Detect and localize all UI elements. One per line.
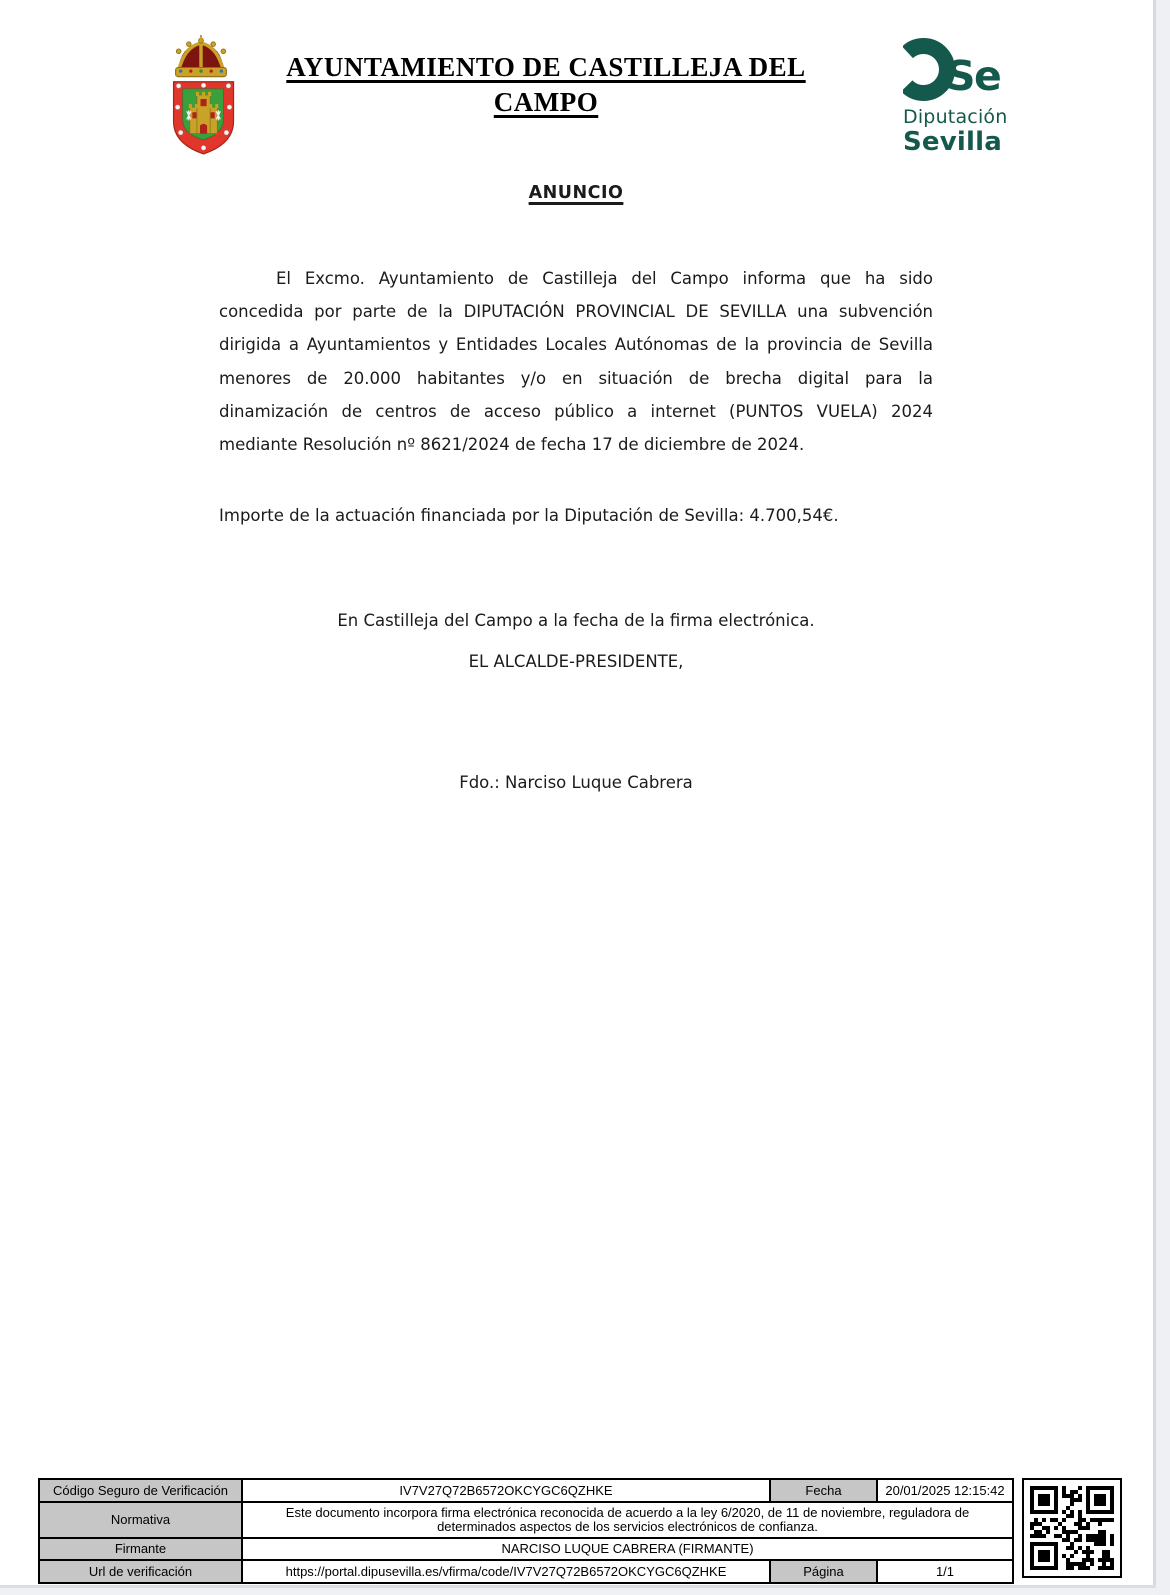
place-and-date-line: En Castilleja del Campo a la fecha de la firma electrónica. <box>337 611 815 630</box>
logo-line-diputacion: Diputación <box>903 106 1008 128</box>
url-verificacion-label: Url de verificación <box>39 1560 242 1583</box>
paragraph-line: menores de 20.000 habitantes y/o en situación de brecha digital para la <box>219 368 933 388</box>
coat-of-arms-icon <box>164 34 238 158</box>
paragraph-line: concedida por parte de la DIPUTACIÓN PROVINCIAL DE SEVILLA una subvención <box>219 302 933 322</box>
table-row <box>39 1502 1013 1538</box>
firmante-label: Firmante <box>39 1538 242 1560</box>
fecha-value: 20/01/2025 12:15:42 <box>877 1479 1013 1502</box>
body-paragraph <box>219 262 933 461</box>
document-title-line2: CAMPO <box>493 87 599 117</box>
firmante-value: NARCISO LUQUE CABRERA (FIRMANTE) <box>242 1538 1013 1560</box>
logo-mark-text: Se <box>946 52 1001 100</box>
fecha-label: Fecha <box>770 1479 877 1502</box>
document-title-line1: AYUNTAMIENTO DE CASTILLEJA DEL <box>286 52 806 82</box>
pagina-label: Página <box>770 1560 877 1583</box>
table-row <box>39 1560 1013 1583</box>
paragraph-line: dinamización de centros de acceso público a internet (PUNTOS VUELA) 2024 <box>219 401 933 421</box>
signer-title-line: EL ALCALDE-PRESIDENTE, <box>468 652 684 671</box>
normativa-label: Normativa <box>39 1502 242 1538</box>
paragraph-line: mediante Resolución nº 8621/2024 de fecha 17 de diciembre de 2024. <box>219 435 805 455</box>
scan-edge-right-band <box>1156 0 1170 1595</box>
csv-label: Código Seguro de Verificación <box>39 1479 242 1502</box>
amount-line: Importe de la actuación financiada por la Diputación de Sevilla: 4.700,54€. <box>219 506 839 525</box>
paragraph-line: El Excmo. Ayuntamiento de Castilleja del Campo informa que ha sido <box>276 269 933 288</box>
normativa-value: Este documento incorpora firma electrónica reconocida de acuerdo a la ley 6/2020, de 11 de noviembre, reguladora de determinados aspectos de los servicios electrónicos de confianza. <box>242 1502 1013 1538</box>
document-title <box>250 50 842 120</box>
qr-code <box>1022 1478 1122 1578</box>
paragraph-line: dirigida a Ayuntamientos y Entidades Locales Autónomas de la provincia de Sevilla <box>219 335 933 355</box>
signature-line: Fdo.: Narciso Luque Cabrera <box>459 773 693 792</box>
verification-table <box>38 1478 1014 1584</box>
pagina-value: 1/1 <box>877 1560 1013 1583</box>
announcement-heading: ANUNCIO <box>528 183 624 203</box>
csv-value: IV7V27Q72B6572OKCYGC6QZHKE <box>242 1479 770 1502</box>
table-row <box>39 1538 1013 1560</box>
qr-code-canvas <box>1030 1486 1114 1570</box>
diputacion-sevilla-logo <box>903 34 1013 156</box>
logo-line-sevilla: Sevilla <box>903 127 1002 157</box>
table-row <box>39 1479 1013 1502</box>
scan-edge-bottom-band <box>0 1588 1156 1595</box>
url-verificacion-value: https://portal.dipusevilla.es/vfirma/code/IV7V27Q72B6572OKCYGC6QZHKE <box>242 1560 770 1583</box>
diputacion-sevilla-mark-icon <box>903 34 1003 104</box>
